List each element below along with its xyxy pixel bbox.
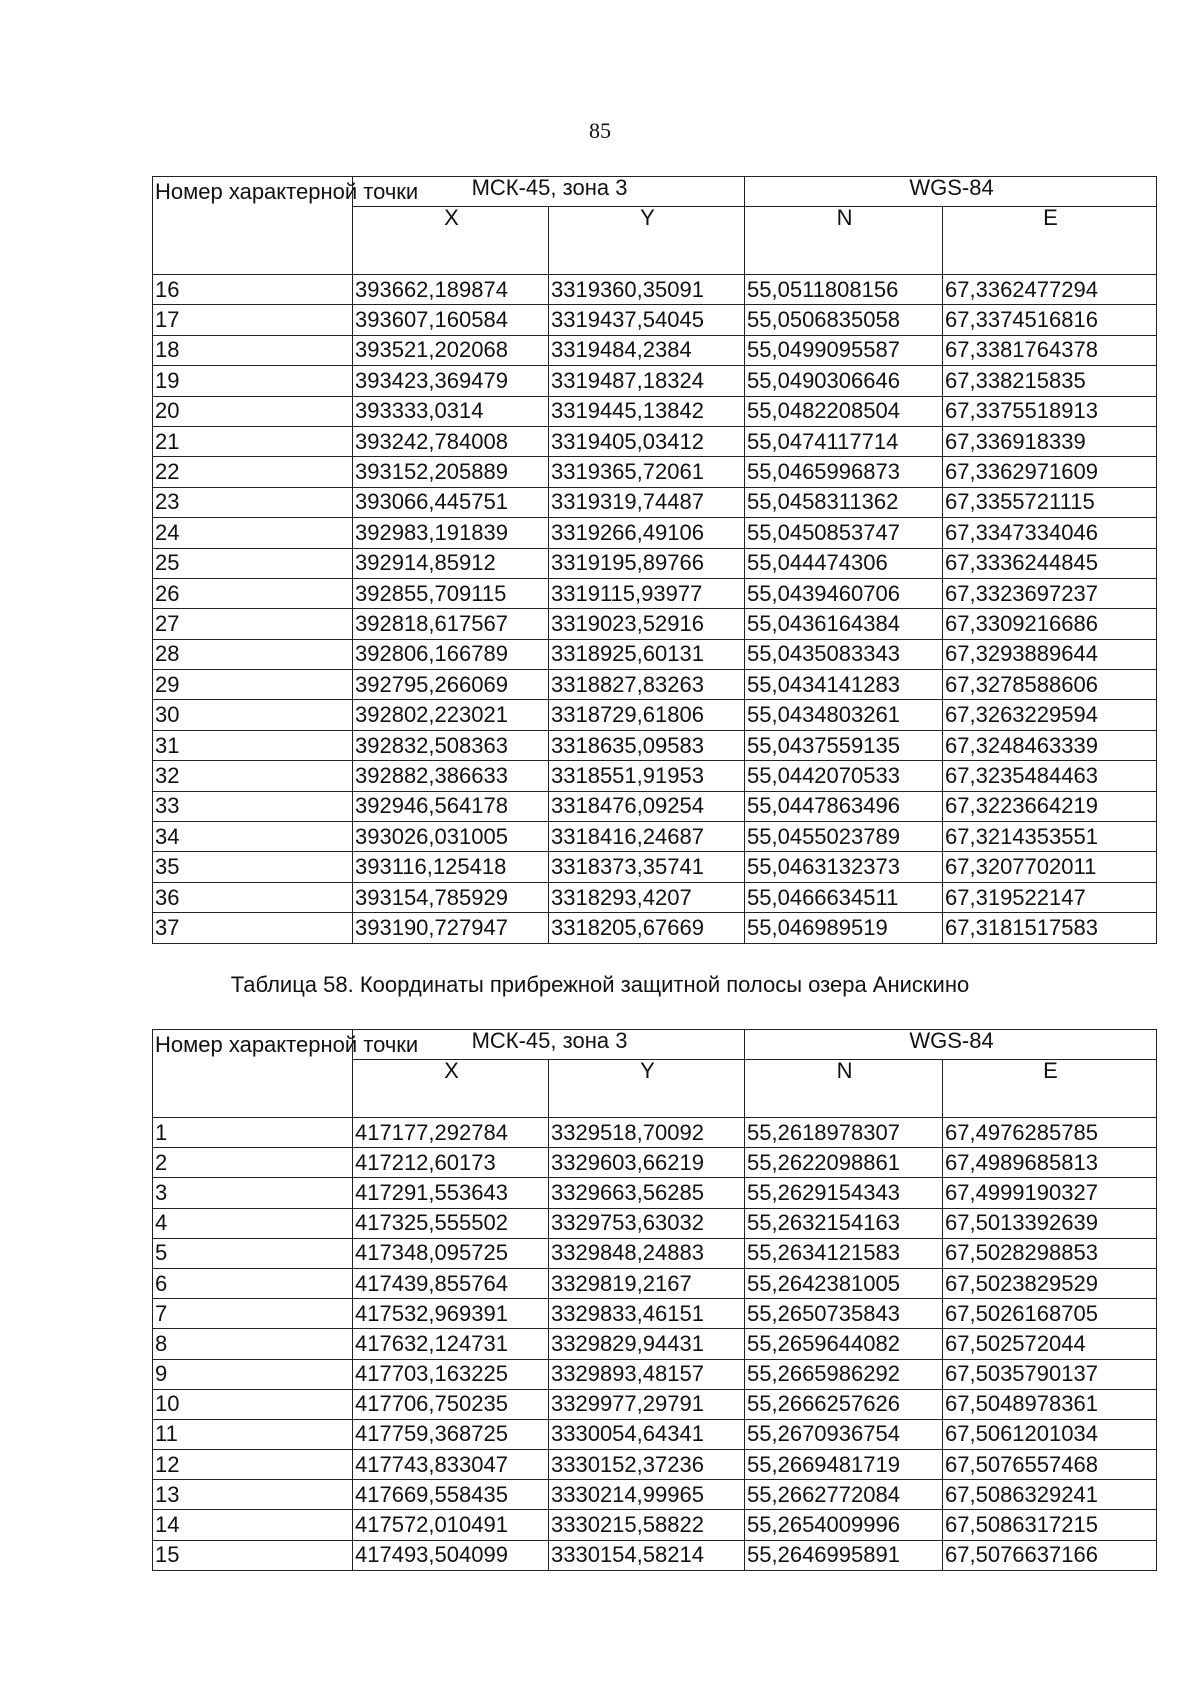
- header-point-number: Номер характерной точки: [153, 1030, 353, 1118]
- table-row: [153, 396, 1157, 426]
- table-row: [153, 670, 1157, 700]
- table-row: [153, 1268, 1157, 1298]
- table-row: [153, 639, 1157, 669]
- cell-x: 393026,031005: [353, 822, 549, 852]
- cell-e: 67,5086317215: [943, 1510, 1157, 1540]
- table-row: [153, 578, 1157, 608]
- cell-y: 3319437,54045: [549, 305, 745, 335]
- cell-x: 392818,617567: [353, 609, 549, 639]
- table-row: [153, 1118, 1157, 1148]
- cell-point-number: 5: [153, 1238, 353, 1268]
- table-row: [153, 1148, 1157, 1178]
- cell-e: 67,3323697237: [943, 578, 1157, 608]
- coordinates-table-top: [152, 176, 1157, 944]
- cell-x: 393242,784008: [353, 426, 549, 456]
- table-row: [153, 609, 1157, 639]
- table-row: [153, 366, 1157, 396]
- cell-e: 67,3362971609: [943, 457, 1157, 487]
- cell-n: 55,0511808156: [745, 275, 943, 305]
- table-row: [153, 1510, 1157, 1540]
- cell-x: 392806,166789: [353, 639, 549, 669]
- cell-x: 392914,85912: [353, 548, 549, 578]
- cell-point-number: 1: [153, 1118, 353, 1148]
- cell-x: 417703,163225: [353, 1359, 549, 1389]
- cell-x: 393423,369479: [353, 366, 549, 396]
- table-row: [153, 791, 1157, 821]
- cell-y: 3319266,49106: [549, 518, 745, 548]
- cell-n: 55,0463132373: [745, 852, 943, 882]
- cell-point-number: 29: [153, 670, 353, 700]
- cell-n: 55,0450853747: [745, 518, 943, 548]
- cell-point-number: 2: [153, 1148, 353, 1178]
- cell-n: 55,0439460706: [745, 578, 943, 608]
- cell-e: 67,502572044: [943, 1329, 1157, 1359]
- cell-point-number: 13: [153, 1480, 353, 1510]
- cell-x: 392832,508363: [353, 730, 549, 760]
- cell-y: 3330152,37236: [549, 1450, 745, 1480]
- cell-e: 67,3207702011: [943, 852, 1157, 882]
- header-msk45: МСК-45, зона 3: [353, 177, 745, 207]
- cell-y: 3319484,2384: [549, 335, 745, 365]
- cell-y: 3329603,66219: [549, 1148, 745, 1178]
- cell-point-number: 9: [153, 1359, 353, 1389]
- cell-y: 3318827,83263: [549, 670, 745, 700]
- table-row: [153, 1419, 1157, 1449]
- cell-point-number: 14: [153, 1510, 353, 1540]
- cell-point-number: 4: [153, 1208, 353, 1238]
- table-body-top: [153, 275, 1157, 944]
- cell-x: 417572,010491: [353, 1510, 549, 1540]
- cell-x: 417632,124731: [353, 1329, 549, 1359]
- cell-x: 417212,60173: [353, 1148, 549, 1178]
- cell-point-number: 11: [153, 1419, 353, 1449]
- cell-x: 392946,564178: [353, 791, 549, 821]
- cell-y: 3330154,58214: [549, 1540, 745, 1570]
- cell-e: 67,5076637166: [943, 1540, 1157, 1570]
- cell-y: 3329663,56285: [549, 1178, 745, 1208]
- header-x: X: [353, 207, 549, 275]
- table-row: [153, 730, 1157, 760]
- cell-x: 417348,095725: [353, 1238, 549, 1268]
- cell-x: 392983,191839: [353, 518, 549, 548]
- cell-y: 3330054,64341: [549, 1419, 745, 1449]
- cell-n: 55,2665986292: [745, 1359, 943, 1389]
- cell-point-number: 33: [153, 791, 353, 821]
- table-row: [153, 1299, 1157, 1329]
- cell-n: 55,046989519: [745, 913, 943, 943]
- cell-e: 67,3293889644: [943, 639, 1157, 669]
- table-row: [153, 1238, 1157, 1268]
- cell-y: 3318205,67669: [549, 913, 745, 943]
- cell-y: 3329819,2167: [549, 1268, 745, 1298]
- header-msk45: МСК-45, зона 3: [353, 1030, 745, 1060]
- cell-e: 67,4976285785: [943, 1118, 1157, 1148]
- cell-y: 3330215,58822: [549, 1510, 745, 1540]
- cell-point-number: 30: [153, 700, 353, 730]
- cell-e: 67,3181517583: [943, 913, 1157, 943]
- cell-n: 55,0490306646: [745, 366, 943, 396]
- table-row: [153, 275, 1157, 305]
- table-row: [153, 1450, 1157, 1480]
- cell-n: 55,0437559135: [745, 730, 943, 760]
- cell-point-number: 34: [153, 822, 353, 852]
- cell-e: 67,3223664219: [943, 791, 1157, 821]
- table-row: [153, 457, 1157, 487]
- cell-point-number: 12: [153, 1450, 353, 1480]
- header-n: N: [745, 1060, 943, 1118]
- cell-point-number: 23: [153, 487, 353, 517]
- cell-x: 392795,266069: [353, 670, 549, 700]
- cell-point-number: 18: [153, 335, 353, 365]
- cell-e: 67,5026168705: [943, 1299, 1157, 1329]
- cell-e: 67,338215835: [943, 366, 1157, 396]
- cell-e: 67,3374516816: [943, 305, 1157, 335]
- cell-y: 3318476,09254: [549, 791, 745, 821]
- table-caption: Таблица 58. Координаты прибрежной защитной полосы озера Анискино: [230, 972, 970, 997]
- cell-y: 3319445,13842: [549, 396, 745, 426]
- cell-n: 55,2634121583: [745, 1238, 943, 1268]
- cell-y: 3319023,52916: [549, 609, 745, 639]
- cell-n: 55,2659644082: [745, 1329, 943, 1359]
- cell-e: 67,3309216686: [943, 609, 1157, 639]
- cell-n: 55,2646995891: [745, 1540, 943, 1570]
- cell-x: 393607,160584: [353, 305, 549, 335]
- cell-n: 55,2622098861: [745, 1148, 943, 1178]
- cell-n: 55,2662772084: [745, 1480, 943, 1510]
- cell-point-number: 31: [153, 730, 353, 760]
- cell-x: 417669,558435: [353, 1480, 549, 1510]
- cell-e: 67,3263229594: [943, 700, 1157, 730]
- cell-x: 393116,125418: [353, 852, 549, 882]
- table-row: [153, 700, 1157, 730]
- cell-e: 67,319522147: [943, 882, 1157, 912]
- cell-y: 3329833,46151: [549, 1299, 745, 1329]
- cell-y: 3329848,24883: [549, 1238, 745, 1268]
- cell-e: 67,336918339: [943, 426, 1157, 456]
- cell-x: 417743,833047: [353, 1450, 549, 1480]
- cell-n: 55,2632154163: [745, 1208, 943, 1238]
- table-row: [153, 882, 1157, 912]
- cell-e: 67,4989685813: [943, 1148, 1157, 1178]
- header-point-number: Номер характерной точки: [153, 177, 353, 275]
- cell-e: 67,3355721115: [943, 487, 1157, 517]
- header-wgs84: WGS-84: [745, 1030, 1157, 1060]
- header-wgs84: WGS-84: [745, 177, 1157, 207]
- table-row: [153, 1178, 1157, 1208]
- table-row: [153, 305, 1157, 335]
- cell-point-number: 21: [153, 426, 353, 456]
- cell-e: 67,5061201034: [943, 1419, 1157, 1449]
- cell-x: 393154,785929: [353, 882, 549, 912]
- cell-point-number: 26: [153, 578, 353, 608]
- cell-e: 67,3235484463: [943, 761, 1157, 791]
- cell-x: 392855,709115: [353, 578, 549, 608]
- cell-e: 67,3336244845: [943, 548, 1157, 578]
- cell-y: 3319405,03412: [549, 426, 745, 456]
- cell-point-number: 36: [153, 882, 353, 912]
- cell-n: 55,2618978307: [745, 1118, 943, 1148]
- cell-n: 55,0447863496: [745, 791, 943, 821]
- cell-y: 3318635,09583: [549, 730, 745, 760]
- table-row: [153, 487, 1157, 517]
- table-row: [153, 761, 1157, 791]
- cell-n: 55,0436164384: [745, 609, 943, 639]
- cell-n: 55,2669481719: [745, 1450, 943, 1480]
- cell-x: 393662,189874: [353, 275, 549, 305]
- cell-e: 67,3381764378: [943, 335, 1157, 365]
- cell-e: 67,5076557468: [943, 1450, 1157, 1480]
- cell-x: 417706,750235: [353, 1389, 549, 1419]
- cell-e: 67,5023829529: [943, 1268, 1157, 1298]
- cell-x: 393521,202068: [353, 335, 549, 365]
- table-row: [153, 1329, 1157, 1359]
- cell-y: 3329893,48157: [549, 1359, 745, 1389]
- cell-e: 67,5028298853: [943, 1238, 1157, 1268]
- cell-y: 3319487,18324: [549, 366, 745, 396]
- cell-point-number: 22: [153, 457, 353, 487]
- cell-point-number: 6: [153, 1268, 353, 1298]
- table-body-aniskino: [153, 1118, 1157, 1571]
- cell-point-number: 32: [153, 761, 353, 791]
- cell-x: 417291,553643: [353, 1178, 549, 1208]
- cell-e: 67,5086329241: [943, 1480, 1157, 1510]
- cell-x: 417325,555502: [353, 1208, 549, 1238]
- cell-n: 55,2654009996: [745, 1510, 943, 1540]
- cell-x: 393066,445751: [353, 487, 549, 517]
- table-row: [153, 822, 1157, 852]
- cell-y: 3319360,35091: [549, 275, 745, 305]
- table-row: [153, 1389, 1157, 1419]
- header-y: Y: [549, 207, 745, 275]
- table-row: [153, 548, 1157, 578]
- cell-point-number: 15: [153, 1540, 353, 1570]
- cell-point-number: 28: [153, 639, 353, 669]
- cell-point-number: 25: [153, 548, 353, 578]
- cell-y: 3319115,93977: [549, 578, 745, 608]
- header-e: E: [943, 1060, 1157, 1118]
- cell-y: 3318416,24687: [549, 822, 745, 852]
- cell-x: 393333,0314: [353, 396, 549, 426]
- cell-e: 67,4999190327: [943, 1178, 1157, 1208]
- table-row: [153, 335, 1157, 365]
- cell-y: 3329753,63032: [549, 1208, 745, 1238]
- cell-x: 393190,727947: [353, 913, 549, 943]
- cell-n: 55,0442070533: [745, 761, 943, 791]
- cell-n: 55,0465996873: [745, 457, 943, 487]
- cell-point-number: 17: [153, 305, 353, 335]
- cell-x: 392882,386633: [353, 761, 549, 791]
- cell-n: 55,2670936754: [745, 1419, 943, 1449]
- cell-x: 417759,368725: [353, 1419, 549, 1449]
- cell-n: 55,0466634511: [745, 882, 943, 912]
- cell-n: 55,2642381005: [745, 1268, 943, 1298]
- cell-y: 3318551,91953: [549, 761, 745, 791]
- cell-y: 3329829,94431: [549, 1329, 745, 1359]
- cell-point-number: 37: [153, 913, 353, 943]
- cell-n: 55,0499095587: [745, 335, 943, 365]
- page-number: 85: [589, 118, 611, 143]
- cell-y: 3318293,4207: [549, 882, 745, 912]
- cell-n: 55,0434141283: [745, 670, 943, 700]
- cell-point-number: 27: [153, 609, 353, 639]
- cell-y: 3318729,61806: [549, 700, 745, 730]
- table-row: [153, 518, 1157, 548]
- table-row: [153, 1540, 1157, 1570]
- table-row: [153, 1480, 1157, 1510]
- cell-e: 67,3214353551: [943, 822, 1157, 852]
- cell-x: 417439,855764: [353, 1268, 549, 1298]
- table-row: [153, 1359, 1157, 1389]
- cell-e: 67,3347334046: [943, 518, 1157, 548]
- cell-n: 55,2650735843: [745, 1299, 943, 1329]
- cell-x: 393152,205889: [353, 457, 549, 487]
- table-row: [153, 1208, 1157, 1238]
- cell-e: 67,3248463339: [943, 730, 1157, 760]
- cell-y: 3319365,72061: [549, 457, 745, 487]
- cell-n: 55,2666257626: [745, 1389, 943, 1419]
- cell-point-number: 3: [153, 1178, 353, 1208]
- cell-y: 3319319,74487: [549, 487, 745, 517]
- cell-point-number: 8: [153, 1329, 353, 1359]
- cell-point-number: 20: [153, 396, 353, 426]
- cell-n: 55,2629154343: [745, 1178, 943, 1208]
- cell-x: 417177,292784: [353, 1118, 549, 1148]
- cell-e: 67,3278588606: [943, 670, 1157, 700]
- cell-y: 3329977,29791: [549, 1389, 745, 1419]
- cell-e: 67,5035790137: [943, 1359, 1157, 1389]
- cell-e: 67,5048978361: [943, 1389, 1157, 1419]
- cell-point-number: 7: [153, 1299, 353, 1329]
- header-y: Y: [549, 1060, 745, 1118]
- table-row: [153, 913, 1157, 943]
- cell-n: 55,0434803261: [745, 700, 943, 730]
- cell-x: 392802,223021: [353, 700, 549, 730]
- cell-n: 55,0482208504: [745, 396, 943, 426]
- cell-n: 55,0458311362: [745, 487, 943, 517]
- cell-n: 55,044474306: [745, 548, 943, 578]
- cell-point-number: 10: [153, 1389, 353, 1419]
- header-e: E: [943, 207, 1157, 275]
- coordinates-table-aniskino: [152, 1029, 1157, 1571]
- table-row: [153, 852, 1157, 882]
- cell-y: 3329518,70092: [549, 1118, 745, 1148]
- cell-point-number: 16: [153, 275, 353, 305]
- cell-y: 3319195,89766: [549, 548, 745, 578]
- cell-point-number: 24: [153, 518, 353, 548]
- cell-e: 67,3375518913: [943, 396, 1157, 426]
- cell-x: 417493,504099: [353, 1540, 549, 1570]
- cell-n: 55,0506835058: [745, 305, 943, 335]
- cell-y: 3330214,99965: [549, 1480, 745, 1510]
- cell-x: 417532,969391: [353, 1299, 549, 1329]
- header-n: N: [745, 207, 943, 275]
- cell-point-number: 35: [153, 852, 353, 882]
- cell-n: 55,0435083343: [745, 639, 943, 669]
- cell-e: 67,5013392639: [943, 1208, 1157, 1238]
- cell-n: 55,0455023789: [745, 822, 943, 852]
- cell-e: 67,3362477294: [943, 275, 1157, 305]
- cell-point-number: 19: [153, 366, 353, 396]
- table-row: [153, 426, 1157, 456]
- cell-y: 3318373,35741: [549, 852, 745, 882]
- cell-n: 55,0474117714: [745, 426, 943, 456]
- cell-y: 3318925,60131: [549, 639, 745, 669]
- header-x: X: [353, 1060, 549, 1118]
